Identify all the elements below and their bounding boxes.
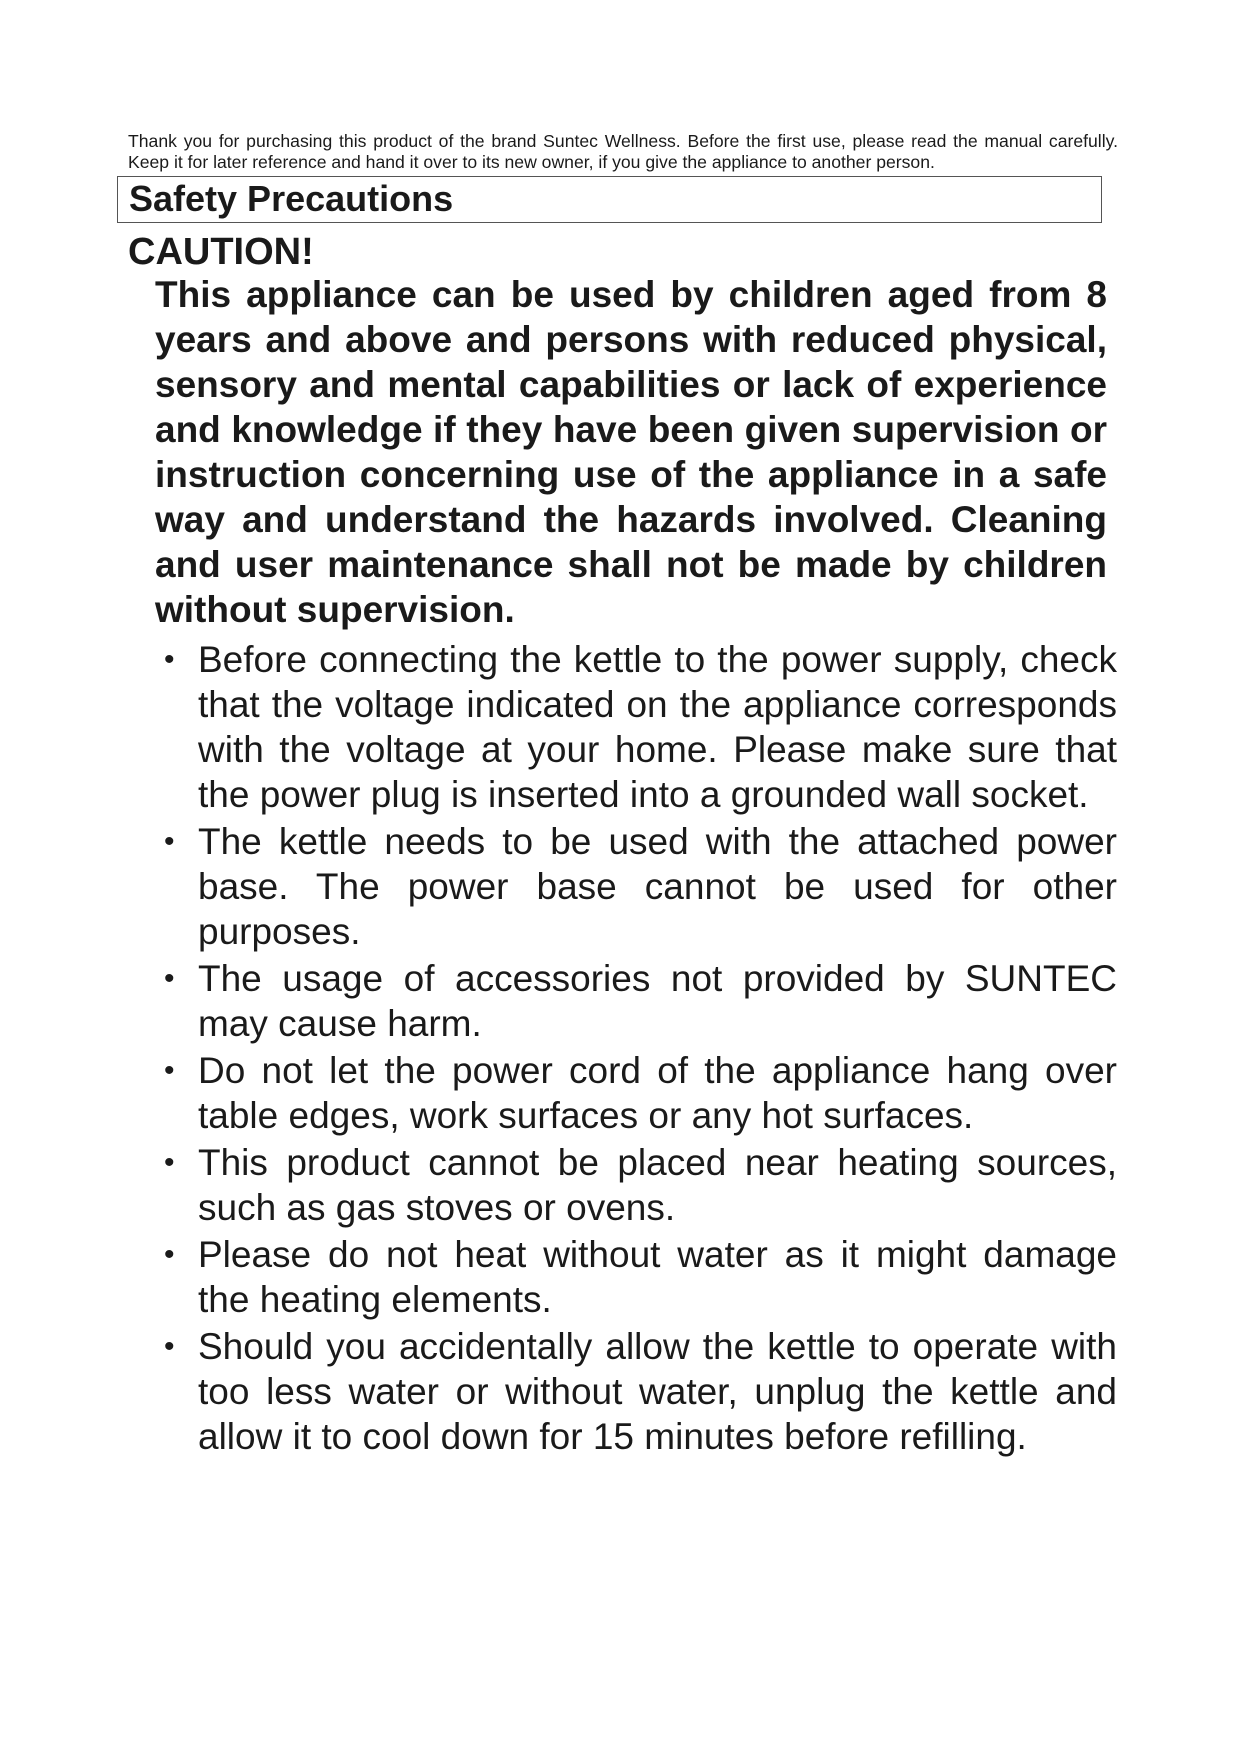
bullet-icon: • xyxy=(164,1054,175,1087)
section-header-box xyxy=(117,176,1102,223)
bullet-item xyxy=(162,637,1117,817)
bullet-icon: • xyxy=(164,1238,175,1271)
bullet-text: Should you accidentally allow the kettle to operate with too less water or without water, unplug the kettle and allow it to cool down for 15 minutes before refilling. xyxy=(198,1326,1117,1457)
intro-paragraph: Thank you for purchasing this product of the brand Suntec Wellness. Before the first use, please read the manual carefully. Keep it for later reference and hand it over to its new owner, if you give the appliance to another person. xyxy=(128,131,1118,172)
bullet-icon: • xyxy=(164,962,175,995)
bullet-text: Do not let the power cord of the appliance hang over table edges, work surfaces or any hot surfaces. xyxy=(198,1050,1117,1136)
caution-heading: CAUTION! xyxy=(128,231,314,273)
bullet-text: Please do not heat without water as it might damage the heating elements. xyxy=(198,1234,1117,1320)
bullet-item xyxy=(162,1324,1117,1459)
safety-bullet-list xyxy=(162,637,1117,1461)
bullet-icon: • xyxy=(164,825,175,858)
bullet-text: The kettle needs to be used with the attached power base. The power base cannot be used for other purposes. xyxy=(198,821,1117,952)
bullet-text: This product cannot be placed near heating sources, such as gas stoves or ovens. xyxy=(198,1142,1117,1228)
section-title: Safety Precautions xyxy=(129,178,454,219)
bullet-icon: • xyxy=(164,643,175,676)
bullet-item xyxy=(162,1140,1117,1230)
bullet-text: Before connecting the kettle to the power supply, check that the voltage indicated on the appliance corresponds with the voltage at your home. Please make sure that the power plug is inserted into a grounded wall socket. xyxy=(198,639,1117,815)
bullet-icon: • xyxy=(164,1146,175,1179)
bullet-item xyxy=(162,1048,1117,1138)
caution-warning-text: This appliance can be used by children aged from 8 years and above and persons with reduced physical, sensory and mental capabilities or lack of experience and knowledge if they have been given supervision or instruction concerning use of the appliance in a safe way and understand the hazards involved. Cleaning and user maintenance shall not be made by children without supervision. xyxy=(155,274,1107,630)
bullet-item xyxy=(162,819,1117,954)
bullet-text: The usage of accessories not provided by SUNTEC may cause harm. xyxy=(198,958,1117,1044)
bullet-item xyxy=(162,956,1117,1046)
bullet-item xyxy=(162,1232,1117,1322)
bullet-icon: • xyxy=(164,1330,175,1363)
